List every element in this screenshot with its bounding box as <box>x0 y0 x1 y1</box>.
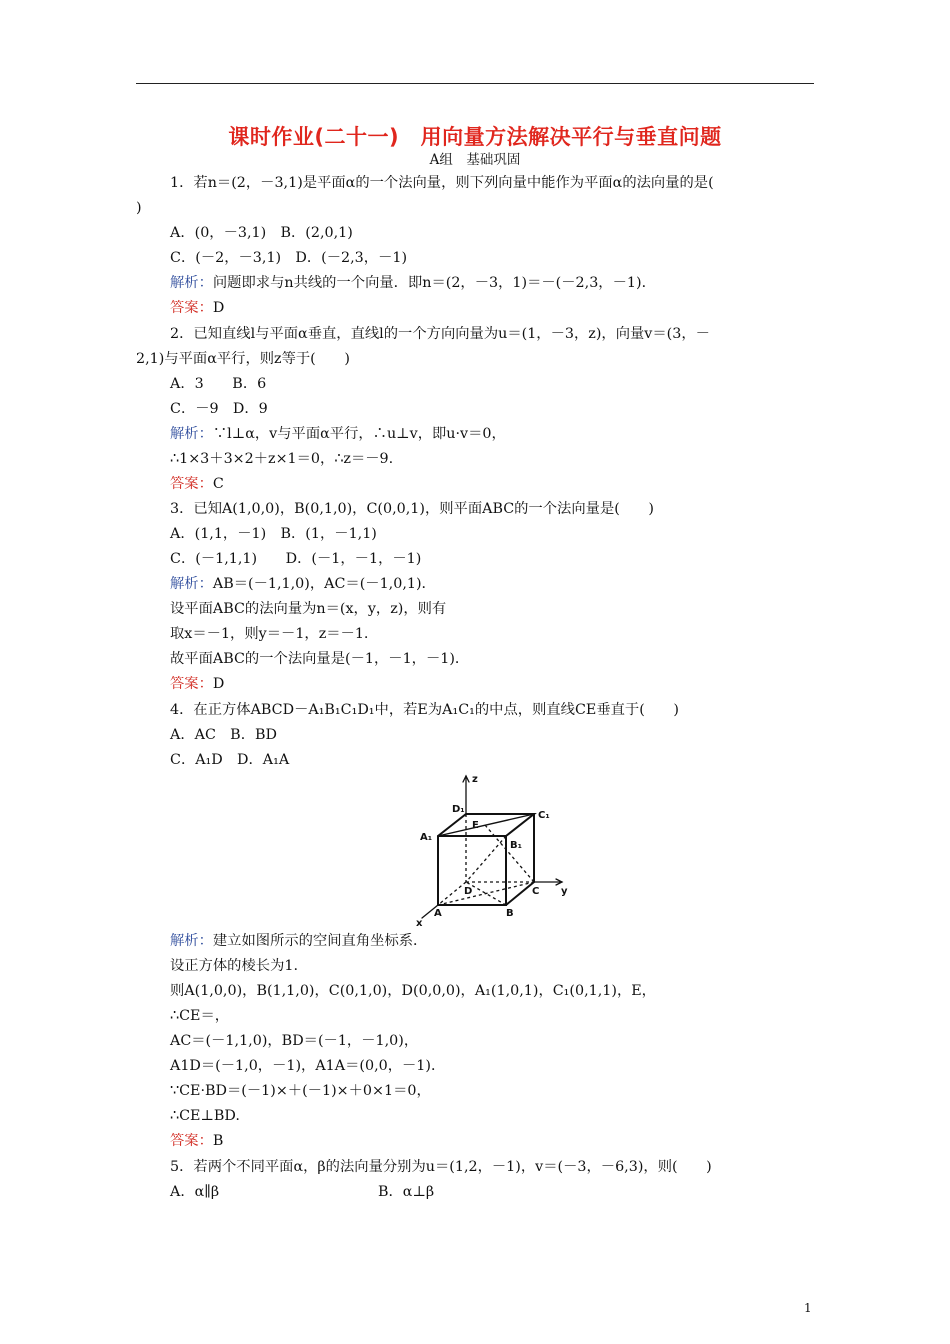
q1-options-cd: C．(－2，－3,1) D．(－2,3，－1) <box>170 250 408 266</box>
q4-analysis-line8: ∴CE⊥BD. <box>170 1108 240 1124</box>
q3-analysis: 解析：AB＝(－1,1,0)，AC＝(－1,0,1)． <box>170 576 436 592</box>
q4-options-cd: C．A₁D D．A₁A <box>170 752 290 768</box>
q2-analysis: 解析：∵l⊥α，v与平面α平行，∴u⊥v，即u·v＝0， <box>170 426 506 442</box>
q1-analysis: 解析：问题即求与n共线的一个向量．即n＝(2，－3，1)＝－(－2,3，－1)． <box>170 275 656 291</box>
q1-stem-cont: ) <box>136 200 142 216</box>
q5-option-a: A．α∥β <box>170 1184 220 1200</box>
q4-answer: 答案：B <box>170 1133 224 1149</box>
label-a1: A₁ <box>420 832 433 843</box>
q3-analysis-line4: 故平面ABC的一个法向量是(－1，－1，－1)． <box>170 651 470 667</box>
label-x: x <box>416 918 423 928</box>
q4-analysis: 解析：建立如图所示的空间直角坐标系． <box>170 933 428 949</box>
q3-options-ab: A．(1,1，－1) B．(1，－1,1) <box>170 526 377 542</box>
q3-stem: 3．已知A(1,0,0)，B(0,1,0)，C(0,0,1)，则平面ABC的一个法向量是( ) <box>170 501 654 517</box>
q2-options-cd: C．－9 D．9 <box>170 401 268 417</box>
page-number: 1 <box>804 1301 812 1315</box>
label-b1: B₁ <box>510 840 523 851</box>
label-a: A <box>434 908 442 919</box>
answer-label: 答案： <box>170 300 213 316</box>
q4-analysis-line7: ∵CE·BD＝(－1)×＋(－1)×＋0×1＝0， <box>170 1083 431 1099</box>
q3-analysis-line3: 取x＝－1，则y＝－1，z＝－1. <box>170 626 369 642</box>
hidden-edge-b1d <box>466 836 506 882</box>
q2-options-ab: A．3 B．6 <box>170 376 267 392</box>
answer-label: 答案： <box>170 476 213 492</box>
page-title: 课时作业(二十一) 用向量方法解决平行与垂直问题 <box>228 125 722 149</box>
answer-label: 答案： <box>170 676 213 692</box>
q4-options-ab: A．AC B．BD <box>170 727 277 743</box>
cube-right-face <box>506 814 534 905</box>
q4-analysis-line6: A1D＝(－1,0，－1)，A1A＝(0,0，－1)． <box>170 1058 446 1074</box>
q4-analysis-line4: ∴CE＝， <box>170 1008 230 1024</box>
top-rule <box>136 83 814 84</box>
q4-analysis-line3: 则A(1,0,0)，B(1,1,0)，C(0,1,0)，D(0,0,0)，A₁(1,0,1)，C₁(0,1,1)，E， <box>170 983 656 999</box>
label-d: D <box>464 886 473 897</box>
analysis-label: 解析： <box>170 275 213 291</box>
label-z: z <box>472 774 478 785</box>
q4-stem: 4．在正方体ABCD－A₁B₁C₁D₁中，若E为A₁C₁的中点，则直线CE垂直于( ) <box>170 702 679 718</box>
analysis-label: 解析： <box>170 933 213 949</box>
q2-stem-cont: 2,1)与平面α平行，则z等于( ) <box>136 351 350 367</box>
label-b: B <box>506 908 514 919</box>
answer-label: 答案： <box>170 1133 213 1149</box>
q5-stem: 5．若两个不同平面α，β的法向量分别为u＝(1,2，－1)，v＝(－3，－6,3)，则( ) <box>170 1159 712 1175</box>
label-e: E <box>472 820 479 831</box>
q4-analysis-line5: AC＝(－1,1,0)，BD＝(－1，－1,0)， <box>170 1033 419 1049</box>
q4-analysis-line2: 设正方体的棱长为1. <box>170 958 299 974</box>
cube-figure <box>408 770 583 928</box>
label-y: y <box>561 886 568 897</box>
q3-options-cd: C．(－1,1,1) D．(－1，－1，－1) <box>170 551 422 567</box>
q2-stem: 2．已知直线l与平面α垂直，直线l的一个方向向量为u＝(1，－3，z)，向量v＝(3，－ <box>170 326 710 342</box>
q2-answer: 答案：C <box>170 476 224 492</box>
q2-analysis-line2: ∴1×3＋3×2＋z×1＝0，∴z＝－9. <box>170 451 394 467</box>
q1-stem: 1．若n＝(2，－3,1)是平面α的一个法向量，则下列向量中能作为平面α的法向量的是( <box>170 175 714 191</box>
label-c1: C₁ <box>538 810 550 821</box>
q5-option-b: B．α⊥β <box>378 1184 435 1200</box>
analysis-label: 解析： <box>170 576 213 592</box>
analysis-label: 解析： <box>170 426 213 442</box>
q3-analysis-line2: 设平面ABC的法向量为n＝(x，y，z)，则有 <box>170 601 447 617</box>
q3-answer: 答案：D <box>170 676 225 692</box>
label-c: C <box>532 886 540 897</box>
label-d1: D₁ <box>452 804 465 815</box>
q1-options-ab: A．(0，－3,1) B．(2,0,1) <box>170 225 353 241</box>
q1-answer: 答案：D <box>170 300 225 316</box>
section-subtitle: A组 基础巩固 <box>429 152 521 168</box>
